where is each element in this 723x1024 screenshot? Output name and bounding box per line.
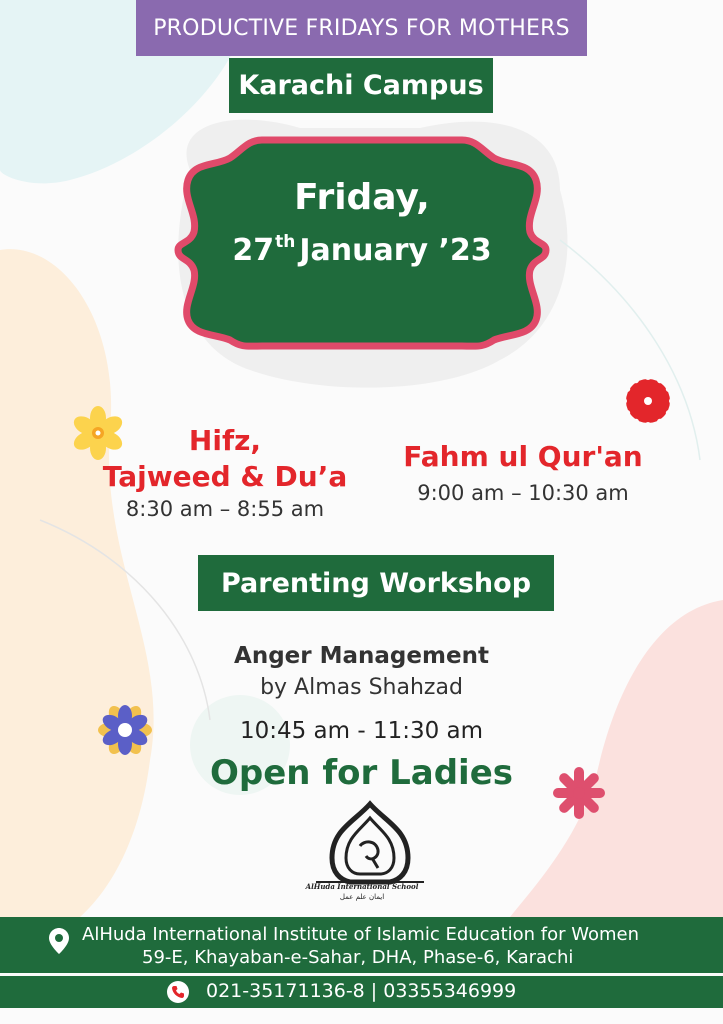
date-ordinal: th <box>275 232 296 252</box>
contact-bar <box>0 976 723 1008</box>
date-month-year: January ’23 <box>299 233 492 268</box>
fahm-session-time: 9:00 am – 10:30 am <box>417 481 629 505</box>
event-date <box>190 176 534 271</box>
location-pin-icon <box>49 928 69 954</box>
fahm-session-title: Fahm ul Qur'an <box>403 440 643 473</box>
audience-note: Open for Ladies <box>210 753 513 793</box>
date-full <box>190 222 534 271</box>
event-series-banner: PRODUCTIVE FRIDAYS FOR MOTHERS <box>136 0 587 56</box>
logo-school-name: AlHuda International School <box>305 882 419 891</box>
workshop-topic: Anger Management <box>234 643 489 669</box>
logo-motto: ایمان علم عمل <box>339 893 385 901</box>
hifz-line-1: Hifz, <box>188 424 262 457</box>
date-day: Friday, <box>294 177 430 218</box>
peach-blob <box>0 249 154 917</box>
workshop-heading: Parenting Workshop <box>198 555 554 611</box>
workshop-time: 10:45 am - 11:30 am <box>239 718 484 744</box>
hifz-session-title <box>70 423 380 495</box>
address-line-2: 59-E, Khayaban-e-Sahar, DHA, Phase-6, Karachi <box>142 947 574 968</box>
phone-numbers[interactable]: 021-35171136-8 | 03355346999 <box>206 980 517 1002</box>
hifz-line-2: Tajweed & Du’a <box>102 460 348 493</box>
address-bar <box>0 917 723 973</box>
red-flower-icon <box>620 373 676 429</box>
campus-label: Karachi Campus <box>229 58 493 113</box>
hifz-session-time: 8:30 am – 8:55 am <box>125 497 325 521</box>
phone-icon <box>167 981 189 1003</box>
purple-flower-icon <box>97 702 153 758</box>
workshop-speaker: by Almas Shahzad <box>260 675 463 700</box>
date-day-number: 27 <box>232 233 275 268</box>
address-line-1: AlHuda International Institute of Islamic Education for Women <box>82 924 640 945</box>
